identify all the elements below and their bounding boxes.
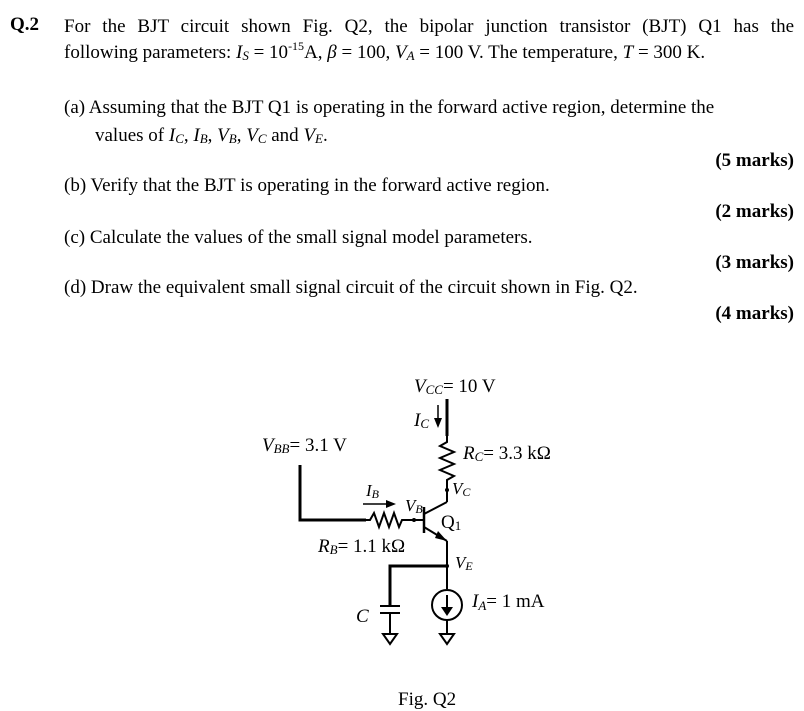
ic-symbol: I [168,125,176,146]
ib-label: IB [366,481,380,501]
beta-symbol: β [327,42,337,63]
is-exponent: -15 [288,39,305,53]
separator: , [207,125,218,146]
is-equals: = 10 [248,42,289,63]
part-c-marks: (3 marks) [715,252,794,273]
vbb-source [262,435,366,520]
ic-label: IC [414,410,429,431]
question-line-1: For the BJT circuit shown Fig. Q2, the bipolar junction transistor (BJT) Q1 has the [64,16,794,37]
vc-label: VC [452,479,471,499]
ground-icon [440,634,454,644]
ib-symbol: I [193,125,200,146]
ve-symbol: V [303,125,316,146]
part-c: (c) Calculate the values of the small signal model parameters. [64,227,533,248]
part-a-values-of: values of [95,125,169,146]
part-a-line-1: (a) Assuming that the BJT Q1 is operating in the forward active region, determine the [64,97,715,118]
c-label: C [356,606,369,627]
is-subscript: S [242,48,249,63]
ib-current-arrow [363,481,396,508]
vb-node [412,518,416,522]
arrow-down-icon [434,418,442,428]
q1-label: Q1 [441,512,462,533]
part-b-marks: (2 marks) [715,201,794,222]
t-value: = 300 K. [633,42,706,63]
rb-label: RB= 1.1 kΩ [318,536,406,557]
part-d-marks: (4 marks) [715,303,794,324]
ib-subscript: B [199,131,208,146]
capacitor-c [356,566,447,644]
vb-label: VB [405,496,423,516]
ground-icon [383,634,397,644]
ve-label: VE [455,553,473,573]
vbb-label: VBB= 3.1 V [262,435,347,456]
params-intro: following parameters: [64,42,237,63]
va-symbol: V [394,42,407,63]
ia-label: IA= 1 mA [472,591,545,613]
separator: , [236,125,247,146]
arrow-down-icon [441,607,453,616]
is-unit: A, [304,42,328,63]
part-d: (d) Draw the equivalent small signal circuit of the circuit shown in Fig. Q2. [64,277,638,298]
ic-current-arrow [413,405,442,431]
va-value: = 100 V. The temperature, [414,42,623,63]
t-symbol: T [622,42,634,63]
vc-symbol: V [246,125,258,146]
part-b: (b) Verify that the BJT is operating in the forward active region. [64,175,550,196]
is-symbol: I [236,42,243,63]
part-a-marks: (5 marks) [715,150,794,171]
question-number: Q.2 [10,14,40,35]
figure-caption: Fig. Q2 [398,689,457,710]
beta-value: = 100, [336,42,395,63]
vb-symbol: V [217,125,229,146]
separator: , [183,125,194,146]
vc-subscript: C [257,131,267,146]
current-source-ia [432,590,545,644]
separator: and [266,125,304,146]
transistor-q1 [424,502,461,541]
vcc-label: VCC= 10 V [414,376,496,397]
vc-node [445,488,449,492]
ve-subscript: E [315,131,323,146]
arrow-right-icon [386,500,396,508]
rc-label: RC= 3.3 kΩ [463,443,551,464]
vb-subscript: B [228,131,237,146]
va-subscript: A [406,48,415,63]
ic-subscript: C [175,131,184,146]
period: . [323,125,328,146]
